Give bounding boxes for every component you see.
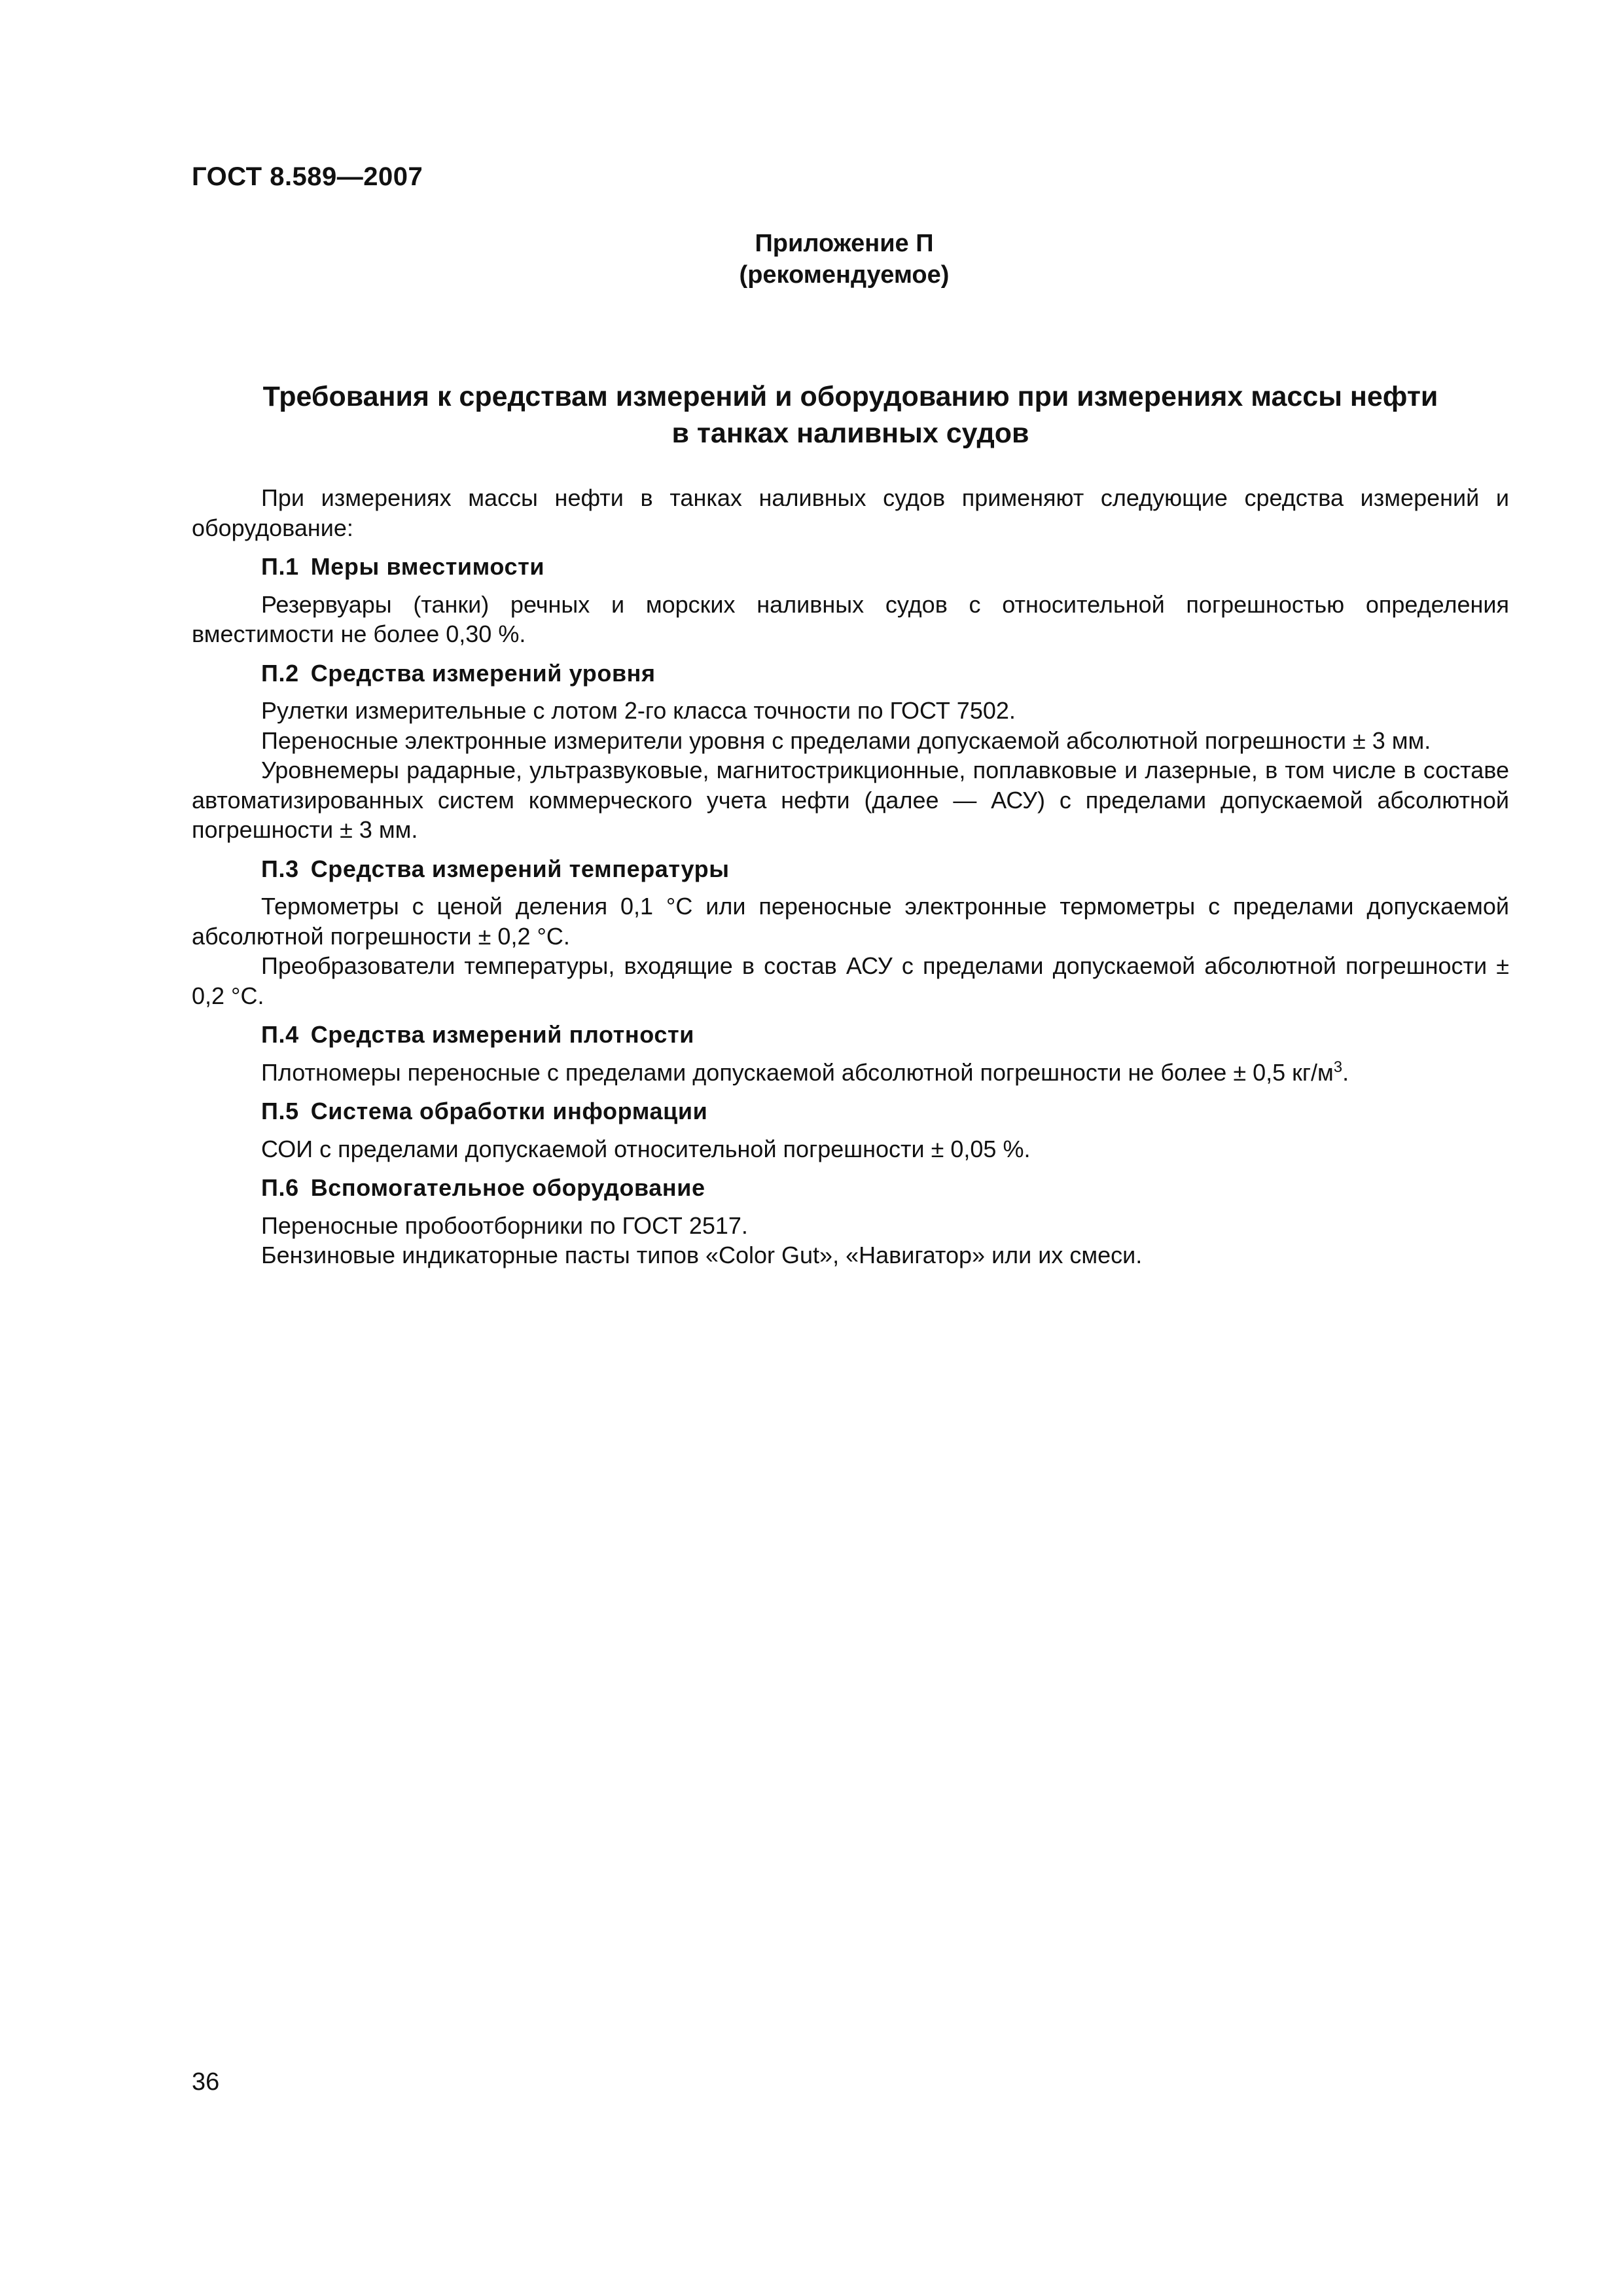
section-number: П.4	[261, 1021, 299, 1048]
document-code: ГОСТ 8.589—2007	[192, 162, 423, 191]
section-paragraph: Преобразователи температуры, входящие в состав АСУ с пределами допускаемой абсолютной погрешности ± 0,2 °С.	[192, 952, 1509, 1009]
section-number: П.5	[261, 1098, 299, 1124]
section-paragraph: Бензиновые индикаторные пасты типов «Color Gut», «Навигатор» или их смеси.	[261, 1242, 1143, 1268]
section-heading-p3	[192, 854, 1509, 884]
intro-paragraph: При измерениях массы нефти в танках наливных судов применяют следующие средства измерений и оборудование:	[192, 484, 1509, 541]
section-paragraph: СОИ с пределами допускаемой относительной погрешности ± 0,05 %.	[261, 1135, 1031, 1162]
page-title-line-1: Требования к средствам измерений и оборудованию при измерениях массы нефти	[262, 381, 1438, 412]
section-number: П.6	[261, 1174, 299, 1201]
section-title: Средства измерений плотности	[310, 1021, 694, 1048]
appendix-heading	[0, 228, 1623, 291]
period: .	[1342, 1058, 1349, 1086]
section-paragraph	[192, 1058, 1509, 1088]
section-title: Система обработки информации	[310, 1098, 708, 1124]
section-paragraph: Уровнемеры радарные, ультразвуковые, магнитострикционные, поплавковые и лазерные, в том числе в составе автоматизированных систем коммерческого учета нефти (далее — АСУ) с пределами допускаемой абсолютной погрешности ± 3 мм.	[192, 757, 1509, 843]
section-paragraph: Переносные пробоотборники по ГОСТ 2517.	[261, 1211, 748, 1239]
section-number: П.3	[261, 855, 299, 882]
section-paragraph: Переносные электронные измерители уровня с пределами допускаемой абсолютной погрешности ± 3 мм.	[261, 726, 1431, 754]
superscript-cubed: 3	[1333, 1058, 1343, 1076]
section-number: П.2	[261, 659, 299, 687]
section-heading-p6	[192, 1173, 1509, 1203]
section-paragraph: Рулетки измерительные с лотом 2-го класса точности по ГОСТ 7502.	[261, 697, 1016, 724]
page-title	[192, 378, 1509, 452]
document-body	[192, 483, 1509, 1270]
section-title: Вспомогательное оборудование	[310, 1174, 705, 1201]
section-title: Средства измерений уровня	[310, 659, 656, 687]
density-text: Плотномеры переносные с пределами допускаемой абсолютной погрешности не более ± 0,5 кг/м	[261, 1058, 1334, 1086]
section-heading-p2	[192, 658, 1509, 689]
section-heading-p4	[192, 1020, 1509, 1050]
section-title: Меры вместимости	[310, 553, 545, 580]
page-number: 36	[192, 2068, 220, 2096]
section-title: Средства измерений температуры	[310, 855, 730, 882]
appendix-label: Приложение П	[755, 230, 934, 257]
section-paragraph: Термометры с ценой деления 0,1 °С или переносные электронные термометры с пределами допускаемой абсолютной погрешности ± 0,2 °С.	[192, 893, 1509, 950]
section-heading-p1	[192, 552, 1509, 582]
appendix-type: (рекомендуемое)	[739, 261, 950, 289]
page-title-line-2: в танках наливных судов	[671, 418, 1029, 449]
section-paragraph: Резервуары (танки) речных и морских наливных судов с относительной погрешностью определения вместимости не более 0,30 %.	[192, 590, 1509, 647]
section-number: П.1	[261, 553, 299, 580]
section-heading-p5	[192, 1096, 1509, 1126]
